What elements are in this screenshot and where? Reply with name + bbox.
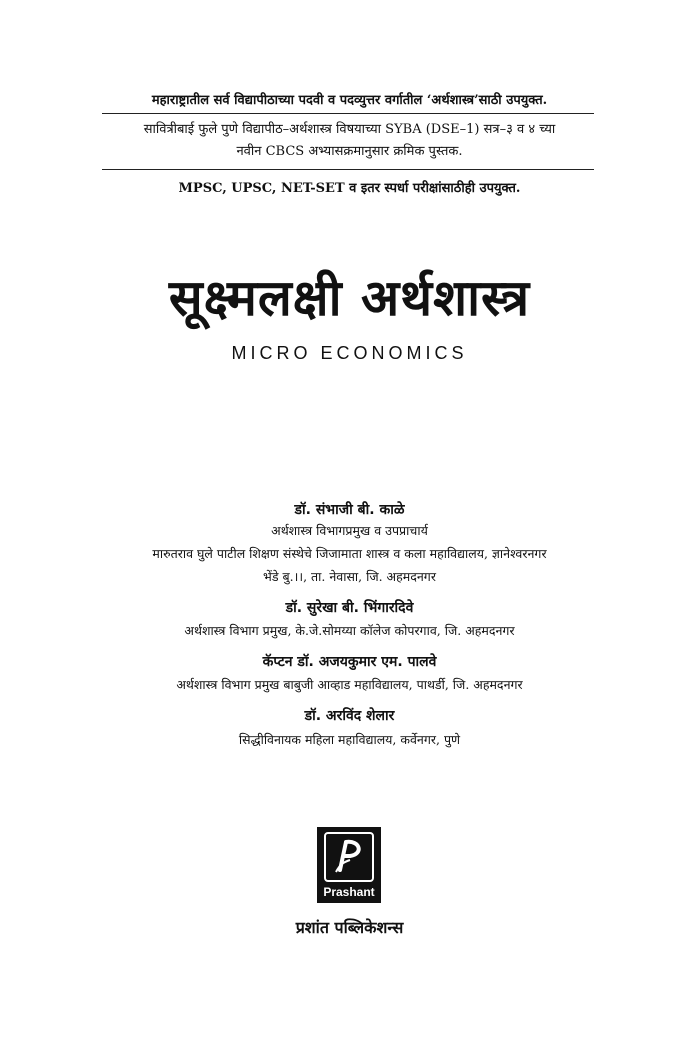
header-divider-top: [102, 113, 594, 114]
header-line-2: सावित्रीबाई फुले पुणे विद्यापीठ–अर्थशास्त्र विषयाच्या SYBA (DSE–1) सत्र–३ व ४ च्या: [143, 122, 556, 137]
header-divider-bottom: [102, 169, 594, 170]
book-title: सूक्ष्मलक्षी अर्थशास्त्र: [168, 269, 531, 327]
author-4-name: डॉ. अरविंद शेलार: [304, 708, 395, 724]
logo-text: Prashant: [323, 885, 375, 899]
author-2-affiliation-1: अर्थशास्त्र विभाग प्रमुख, के.जे.सोमय्या कॉलेज कोपरगाव, जि. अहमदनगर: [184, 623, 515, 638]
author-4-affiliation-1: सिद्धीविनायक महिला महाविद्यालय, कर्वेनगर, पुणे: [238, 732, 461, 747]
logo-p-icon: [326, 834, 372, 880]
header-line-1: महाराष्ट्रातील सर्व विद्यापीठाच्या पदवी व पदव्युत्तर वर्गातील ‘अर्थशास्त्र’साठी उपयुक्त.: [151, 93, 548, 108]
author-1-affiliation-3: भेंडे बु.।।, ता. नेवासा, जि. अहमदनगर: [263, 569, 436, 584]
logo-frame: [324, 832, 374, 882]
author-1-affiliation-2: मारुतराव घुले पाटील शिक्षण संस्थेचे जिजामाता शास्त्र व कला महाविद्यालय, ज्ञानेश्वरनगर: [152, 546, 547, 561]
header-line-3: नवीन CBCS अभ्यासक्रमानुसार क्रमिक पुस्तक.: [236, 144, 463, 159]
author-3-affiliation-1: अर्थशास्त्र विभाग प्रमुख बाबुजी आव्हाड महाविद्यालय, पाथर्डी, जि. अहमदनगर: [176, 677, 523, 692]
publisher-name: प्रशांत पब्लिकेशन्स: [295, 918, 404, 937]
author-2-name: डॉ. सुरेखा बी. भिंगारदिवे: [285, 600, 414, 616]
author-3-name: कॅप्टन डॉ. अजयकुमार एम. पालवे: [262, 654, 437, 670]
book-subtitle: MICRO ECONOMICS: [231, 343, 468, 363]
author-1-affiliation-1: अर्थशास्त्र विभागप्रमुख व उपप्राचार्य: [271, 523, 428, 538]
publisher-logo: [317, 827, 381, 903]
header-line-4: MPSC, UPSC, NET-SET व इतर स्पर्धा परीक्षांसाठीही उपयुक्त.: [178, 181, 521, 196]
author-1-name: डॉ. संभाजी बी. काळे: [294, 502, 405, 518]
